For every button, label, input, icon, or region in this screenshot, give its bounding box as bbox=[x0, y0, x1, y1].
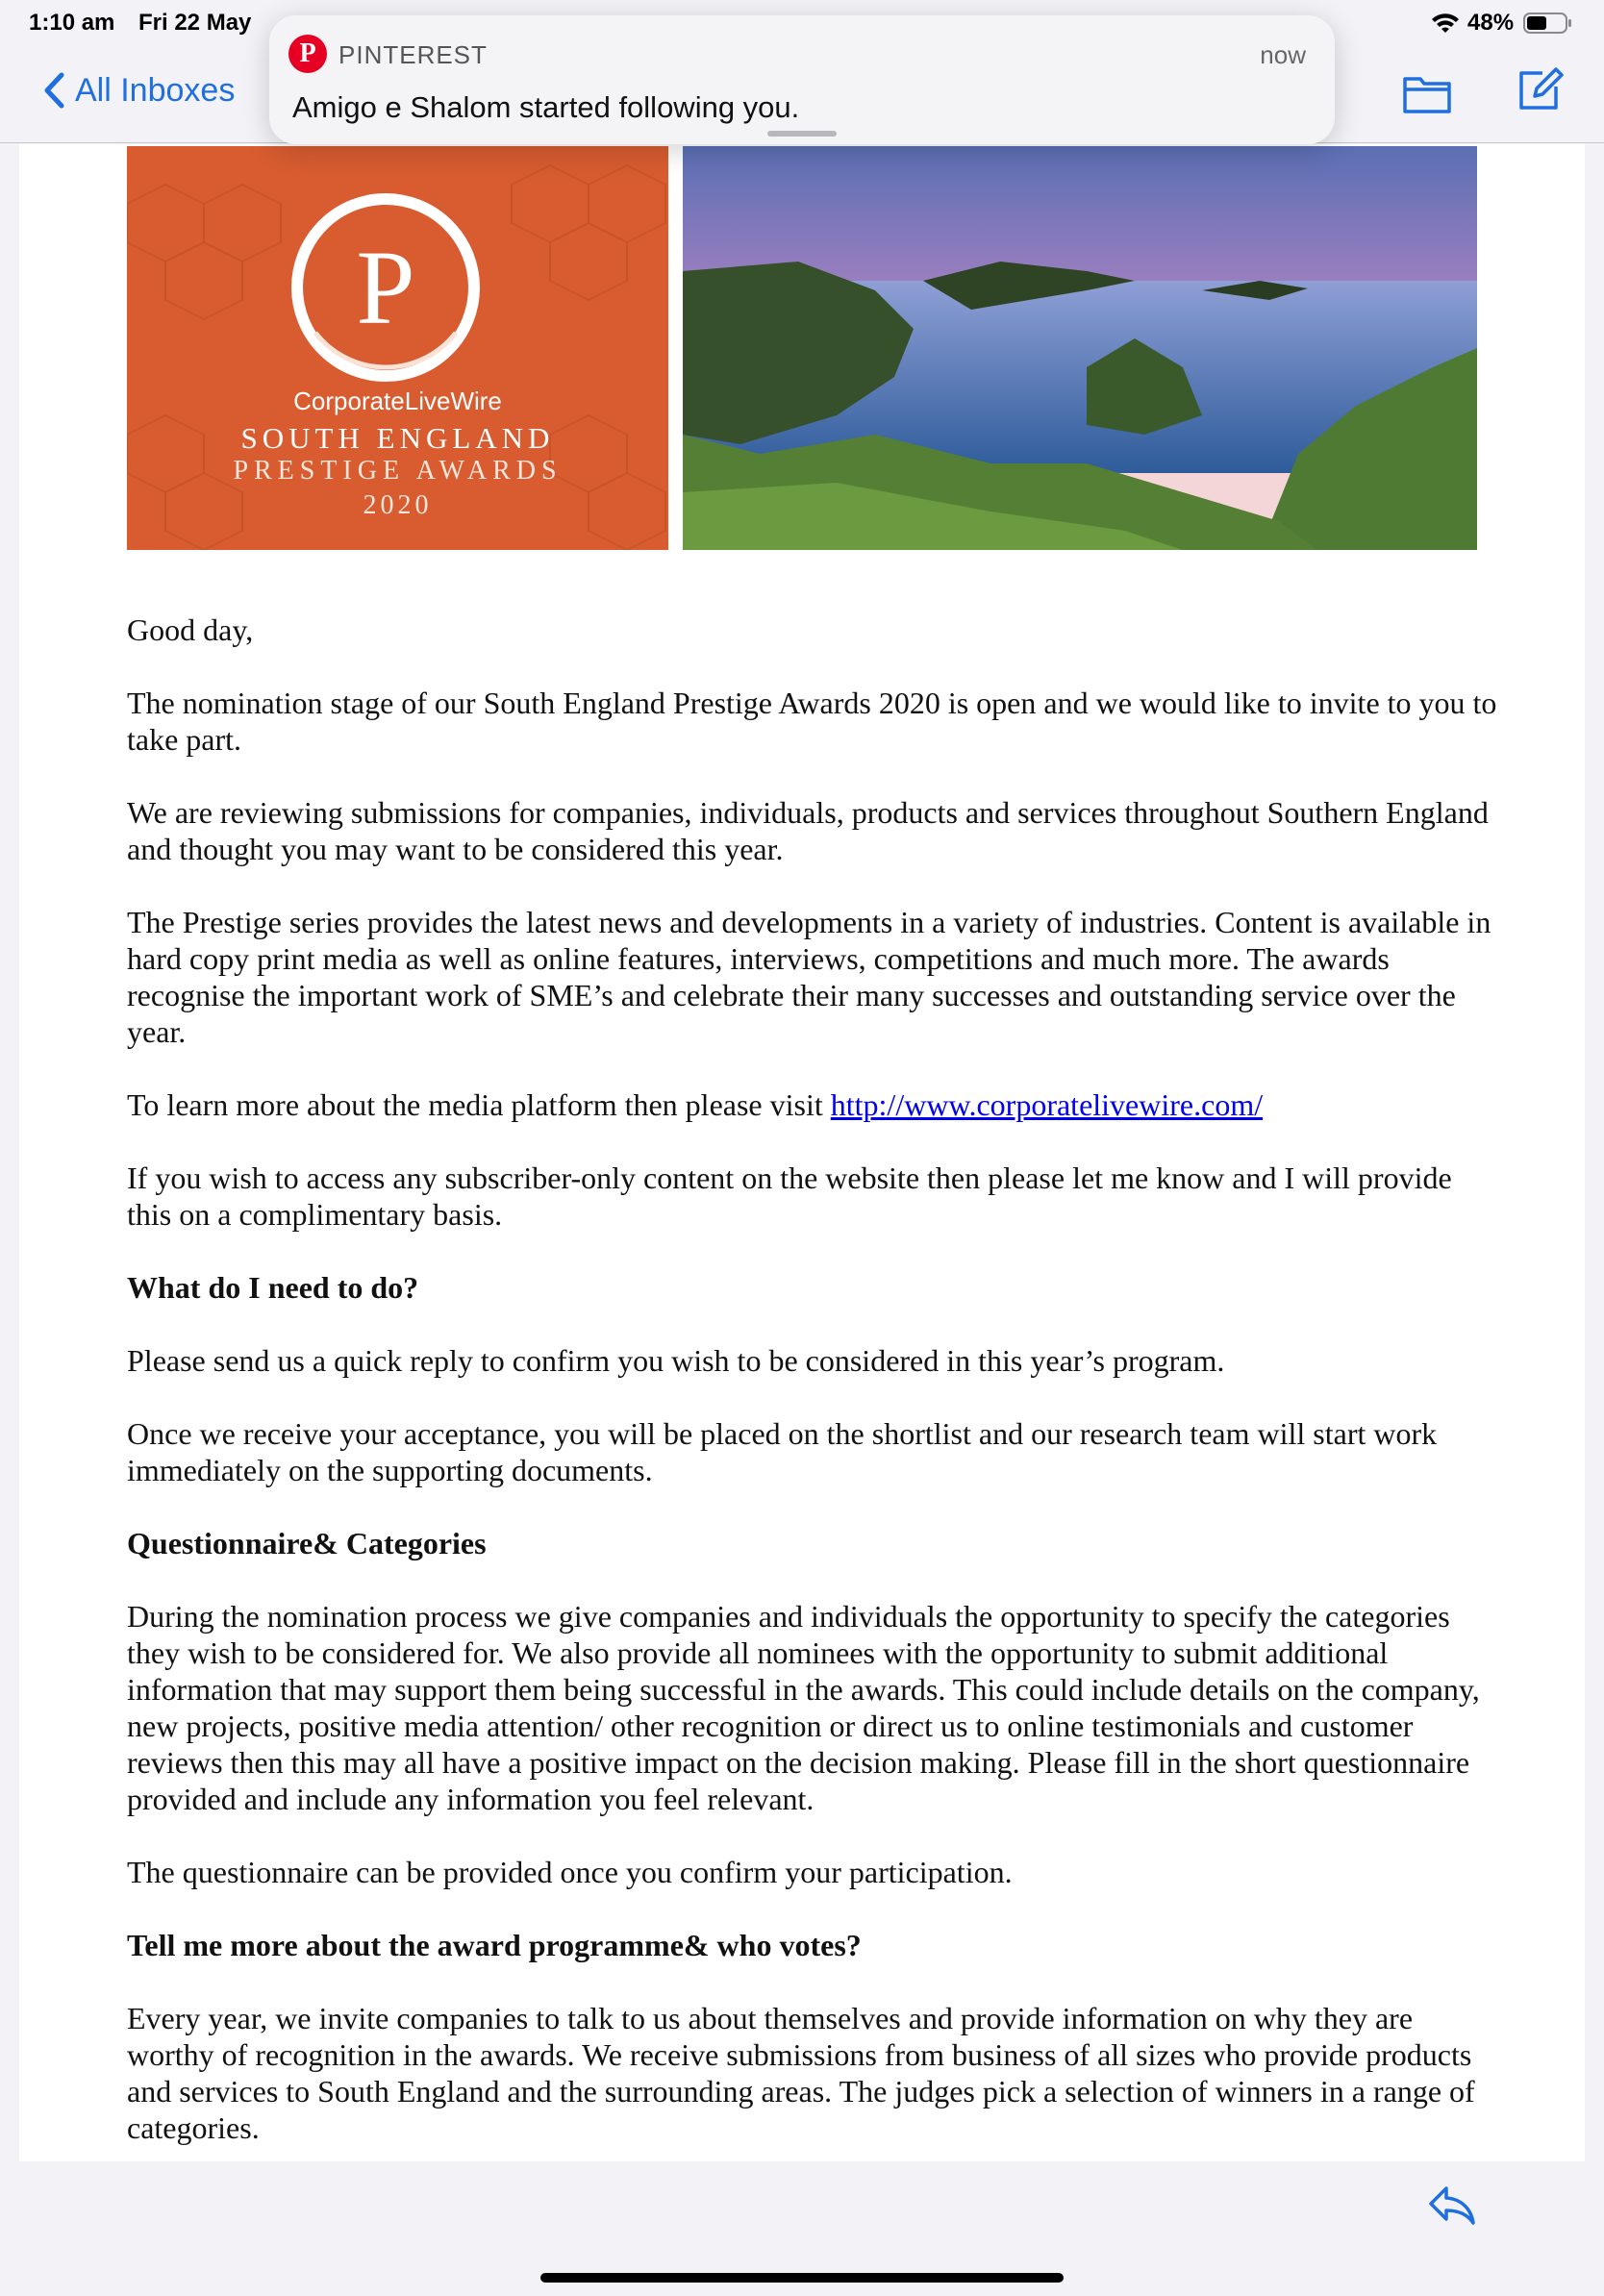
chevron-left-icon bbox=[42, 71, 65, 110]
notification-time: now bbox=[1260, 40, 1306, 69]
paragraph-reviewing: We are reviewing submissions for companies, individuals, products and services throughout Southern England and thought you may want to be considered this year. bbox=[127, 795, 1489, 866]
paragraph-every-year: Every year, we invite companies to talk to us about themselves and provide information on why they are worthy of recognition in the awards. We receive submissions from business of all sizes who provide products and services to South England and the surrounding areas. The judges pick a selection of winners in a range of categories. bbox=[127, 2001, 1475, 2145]
award-year: 2020 bbox=[363, 490, 433, 520]
coastline-photo bbox=[683, 146, 1477, 550]
reply-icon[interactable] bbox=[1427, 2184, 1477, 2227]
logo-letter: P bbox=[356, 229, 415, 346]
paragraph-quick-reply: Please send us a quick reply to confirm you wish to be considered in this year’s program. bbox=[127, 1343, 1225, 1378]
award-region: SOUTH ENGLAND bbox=[240, 421, 555, 455]
paragraph-questionnaire: The questionnaire can be provided once you confirm your participation. bbox=[127, 1855, 1013, 1889]
notification-grabber[interactable] bbox=[767, 131, 837, 137]
award-logo-banner bbox=[127, 146, 668, 550]
paragraph-nomination-process: During the nomination process we give companies and individuals the opportunity to specify the categories they wish to be considered for. We also provide all nominees with the opportunity to submit additional information that may support them being successful in the awards. This could include details on the company, new projects, positive media attention/ other recognition or direct us to online testimonials and customer reviews then this may all have a positive impact on the decision making. Please fill in the short questionnaire provided and include any information you feel relevant. bbox=[127, 1599, 1480, 1816]
paragraph-acceptance: Once we receive your acceptance, you will be placed on the shortlist and our research team will start work immediately on the supporting documents. bbox=[127, 1416, 1438, 1487]
award-name: PRESTIGE AWARDS bbox=[233, 456, 563, 486]
heading-questionnaire: Questionnaire& Categories bbox=[127, 1526, 487, 1560]
folder-icon[interactable] bbox=[1402, 71, 1452, 115]
award-logo bbox=[287, 188, 485, 387]
notification-message: Amigo e Shalom started following you. bbox=[292, 90, 800, 124]
paragraph-prestige-series: The Prestige series provides the latest news and developments in a variety of industries. Content is available in hard copy print media as well as online features, interviews, competitions and much more. The awards recognise the important work of SME’s and celebrate their many successes and outstanding service over the year. bbox=[127, 905, 1491, 1049]
brand-name: CorporateLiveWire bbox=[293, 387, 502, 415]
paragraph-subscriber: If you wish to access any subscriber-only content on the website then please let me know and I will provide this on a complimentary basis. bbox=[127, 1160, 1452, 1232]
wifi-icon bbox=[1431, 12, 1460, 35]
heading-award-programme: Tell me more about the award programme& who votes? bbox=[127, 1928, 862, 1962]
back-button[interactable] bbox=[42, 71, 235, 110]
email-content[interactable] bbox=[19, 144, 1585, 2161]
email-body bbox=[127, 611, 1502, 2161]
battery-percentage: 48% bbox=[1467, 10, 1515, 36]
notification-banner[interactable] bbox=[269, 15, 1335, 144]
website-link[interactable]: http://www.corporatelivewire.com/ bbox=[830, 1087, 1264, 1122]
status-date: Fri 22 May bbox=[138, 10, 252, 36]
status-time: 1:10 am bbox=[29, 10, 115, 36]
pinterest-icon: P bbox=[288, 35, 327, 73]
coastline-image bbox=[683, 146, 1477, 550]
battery-icon bbox=[1523, 12, 1573, 35]
learn-more-text: To learn more about the media platform then please visit bbox=[127, 1087, 831, 1122]
heading-what-to-do: What do I need to do? bbox=[127, 1270, 419, 1305]
home-indicator[interactable] bbox=[540, 2273, 1064, 2283]
greeting: Good day, bbox=[127, 612, 254, 647]
notification-app-name: PINTEREST bbox=[338, 40, 488, 69]
paragraph-nomination: The nomination stage of our South England Prestige Awards 2020 is open and we would like to invite to you to take part. bbox=[127, 686, 1497, 757]
bottom-toolbar bbox=[0, 2161, 1604, 2296]
compose-icon[interactable] bbox=[1516, 65, 1564, 113]
paragraph-learn-more bbox=[127, 1086, 1502, 1123]
back-button-label: All Inboxes bbox=[75, 71, 236, 109]
